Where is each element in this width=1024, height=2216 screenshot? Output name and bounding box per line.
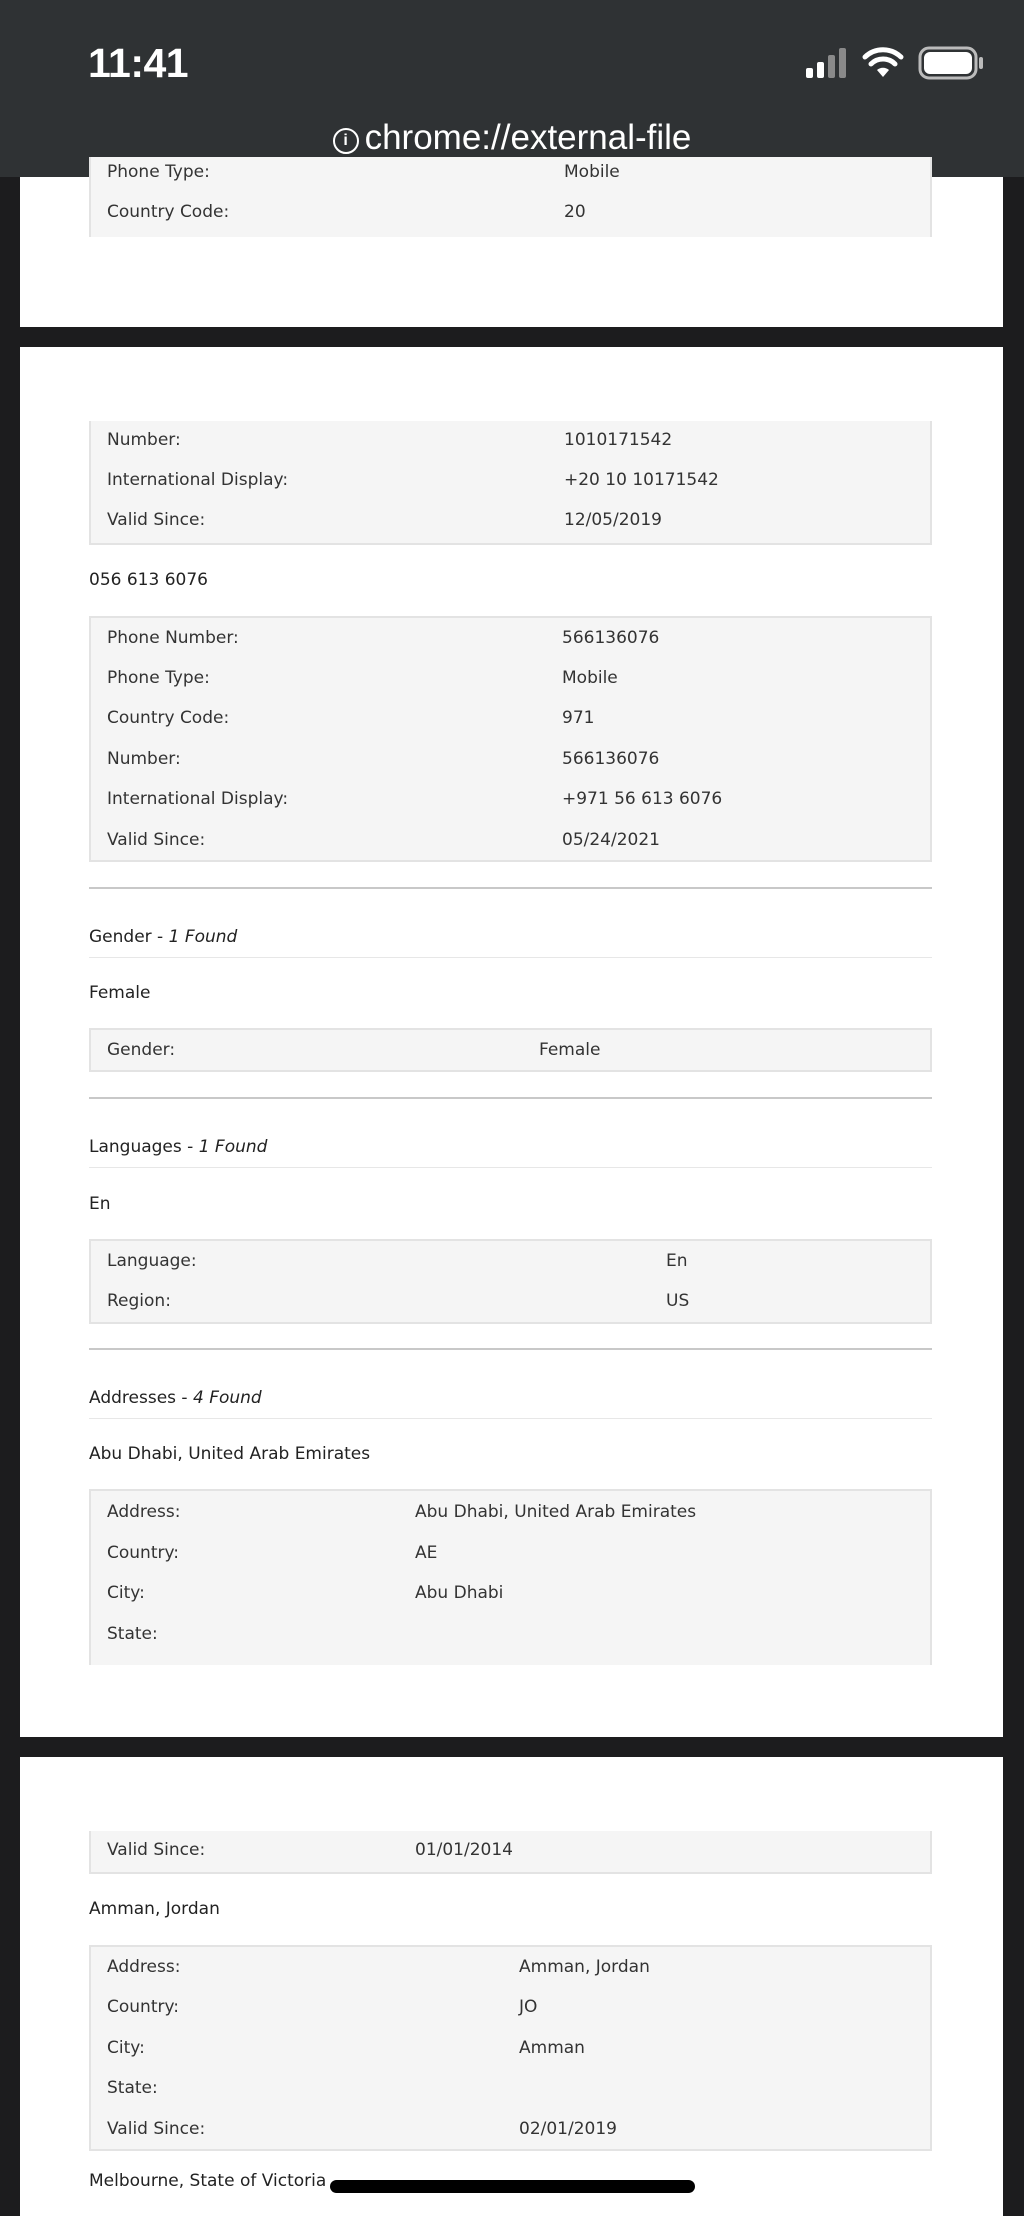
phone-details-box: [89, 421, 932, 545]
status-icons: [804, 46, 984, 80]
address-details-box: [89, 1945, 932, 2151]
field-value: AE: [415, 1543, 438, 1563]
field-value: 566136076: [562, 628, 660, 648]
address-title: Melbourne, State of Victoria: [89, 2171, 327, 2191]
address-title: Amman, Jordan: [89, 1899, 220, 1919]
battery-icon: [918, 46, 984, 80]
field-label: Country Code:: [107, 708, 230, 728]
field-value: Mobile: [562, 668, 618, 688]
pdf-page-3: [20, 1757, 1003, 2216]
pdf-page-2: [20, 347, 1003, 1737]
section-divider: [89, 887, 932, 889]
field-value: 01/01/2014: [415, 1840, 513, 1860]
section-underline: [89, 1167, 932, 1168]
status-time: 11:41: [88, 40, 189, 86]
home-indicator[interactable]: [330, 2180, 695, 2193]
field-label: Valid Since:: [107, 510, 206, 530]
field-value: 12/05/2019: [564, 510, 662, 530]
field-label: International Display:: [107, 789, 289, 809]
url-text: chrome://external-file: [364, 118, 692, 157]
field-label: Valid Since:: [107, 2119, 206, 2139]
field-value: 02/01/2019: [519, 2119, 617, 2139]
section-divider: [89, 1348, 932, 1350]
field-value: Abu Dhabi: [415, 1583, 504, 1603]
address-title: Abu Dhabi, United Arab Emirates: [89, 1444, 371, 1464]
field-label: City:: [107, 2038, 145, 2058]
cellular-signal-icon: [804, 48, 848, 78]
field-value: +20 10 10171542: [564, 470, 719, 490]
phone-details-box: [89, 157, 932, 237]
field-label: Number:: [107, 430, 181, 450]
field-label: Phone Type:: [107, 668, 210, 688]
field-value: Abu Dhabi, United Arab Emirates: [415, 1502, 697, 1522]
phone-details-box: [89, 616, 932, 862]
info-icon: i: [333, 128, 359, 154]
field-value: 05/24/2021: [562, 830, 660, 850]
field-label: State:: [107, 1624, 158, 1644]
field-value: 566136076: [562, 749, 660, 769]
language-title: En: [89, 1194, 111, 1214]
field-value: En: [666, 1251, 688, 1271]
field-value: +971 56 613 6076: [562, 789, 723, 809]
field-value: Amman, Jordan: [519, 1957, 650, 1977]
field-label: State:: [107, 2078, 158, 2098]
field-label: Language:: [107, 1251, 197, 1271]
field-label: Valid Since:: [107, 1840, 206, 1860]
field-label: Country Code:: [107, 202, 230, 222]
pdf-page-1: [20, 162, 1003, 327]
section-heading-addresses: Addresses - 4 Found: [89, 1388, 262, 1408]
wifi-icon: [862, 47, 904, 79]
field-label: Phone Type:: [107, 162, 210, 182]
field-label: Gender:: [107, 1040, 176, 1060]
section-heading-gender: Gender - 1 Found: [89, 927, 238, 947]
phone-title: 056 613 6076: [89, 570, 208, 590]
field-value: 20: [564, 202, 586, 222]
section-divider: [89, 1097, 932, 1099]
field-value: Mobile: [564, 162, 620, 182]
field-label: Country:: [107, 1997, 180, 2017]
field-label: Address:: [107, 1502, 181, 1522]
field-label: Region:: [107, 1291, 171, 1311]
field-value: Female: [539, 1040, 601, 1060]
field-value: Amman: [519, 2038, 585, 2058]
gender-details-box: [89, 1028, 932, 1072]
field-label: Phone Number:: [107, 628, 239, 648]
field-value: US: [666, 1291, 690, 1311]
language-details-box: [89, 1239, 932, 1324]
field-value: JO: [519, 1997, 538, 2017]
gender-title: Female: [89, 983, 151, 1003]
field-value: 1010171542: [564, 430, 673, 450]
field-label: Number:: [107, 749, 181, 769]
field-value: 971: [562, 708, 595, 728]
section-heading-languages: Languages - 1 Found: [89, 1137, 268, 1157]
field-label: Address:: [107, 1957, 181, 1977]
field-label: Valid Since:: [107, 830, 206, 850]
field-label: City:: [107, 1583, 145, 1603]
url-bar[interactable]: [0, 118, 1024, 158]
section-underline: [89, 1418, 932, 1419]
field-label: International Display:: [107, 470, 289, 490]
status-bar: [0, 0, 1024, 177]
section-underline: [89, 957, 932, 958]
field-label: Country:: [107, 1543, 180, 1563]
address-details-box: [89, 1489, 932, 1665]
address-details-box: [89, 1831, 932, 1874]
